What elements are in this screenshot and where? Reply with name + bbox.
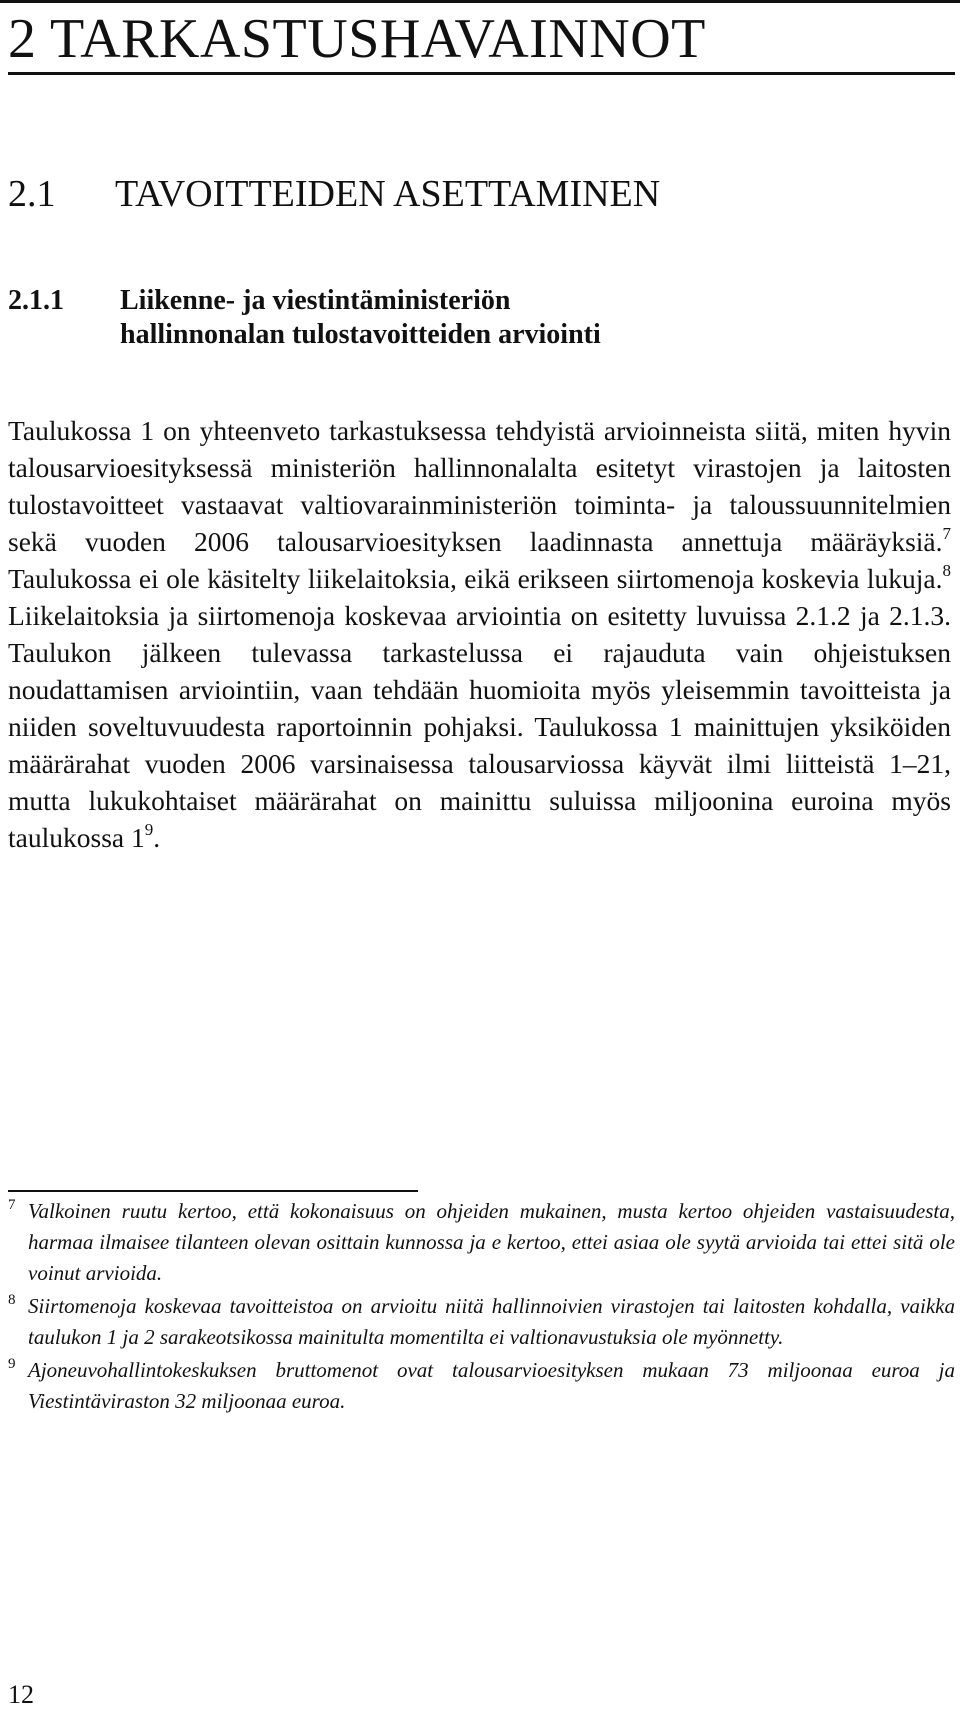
footnote-ref-7[interactable]: 7 (942, 524, 951, 543)
chapter-number: 2 (8, 8, 37, 70)
page-number: 12 (8, 1680, 34, 1709)
footnote-ref-9[interactable]: 9 (144, 820, 154, 839)
section-heading (8, 172, 660, 216)
section-title: TAVOITTEIDEN ASETTAMINEN (115, 173, 661, 215)
subsection-heading (8, 284, 601, 352)
subsection-number: 2.1.1 (8, 285, 64, 316)
footnotes (8, 1196, 955, 1419)
section-number: 2.1 (8, 173, 56, 215)
body-text-part2: Taulukossa ei ole käsitelty liikelaitoksia, eikä erikseen siirtomenoja koskevia lukuja. (8, 563, 943, 594)
subsection-title-line1: Liikenne- ja viestintäministeriön (120, 285, 511, 316)
top-page-rule (0, 0, 960, 3)
subsection-title-line2: hallinnonalan tulostavoitteiden arviointi (120, 319, 601, 350)
footnote-number: 7 (8, 1197, 16, 1213)
footnote-separator (8, 1190, 418, 1192)
footnote-9 (8, 1355, 955, 1417)
footnote-text: Siirtomenoja koskevaa tavoitteistoa on arvioitu niitä hallinnoivien virastojen tai laitosten kohdalla, vaikka taulukon 1 ja 2 sarakeotsikossa mainitulta momentilta ei valtionavustuksia ole myönnetty. (28, 1294, 955, 1349)
body-text-part1: Taulukossa 1 on yhteenveto tarkastuksessa tehdyistä arvioinneista siitä, miten hyvin talousarvioesityksessä ministeriön hallinnonalalta esitetyt virastojen ja laitosten tulostavoitteet vastaavat valtiovarainministeriön toiminta- ja taloussuunnitelmien sekä vuoden 2006 talousarvioesityksen laadinnasta annettuja määräyksiä. (8, 415, 951, 557)
footnote-ref-8[interactable]: 8 (942, 561, 951, 580)
footnote-text: Ajoneuvohallintokeskuksen bruttomenot ovat talousarvioesityksen mukaan 73 miljoonaa euroa ja Viestintäviraston 32 miljoonaa euroa. (28, 1358, 955, 1413)
footnote-text: Valkoinen ruutu kertoo, että kokonaisuus on ohjeiden mukainen, musta kertoo ohjeiden vastaisuudesta, harmaa ilmaisee tilanteen olevan osittain kunnossa ja e kertoo, ettei asiaa ole syytä arvioida tai ettei sitä ole voinut arvioida. (28, 1199, 955, 1285)
footnote-number: 8 (8, 1292, 16, 1308)
body-text-part4: . (153, 822, 161, 853)
chapter-title: TARKASTUSHAVAINNOT (50, 8, 706, 70)
footnote-7 (8, 1196, 955, 1289)
chapter-heading-rule (8, 72, 955, 75)
footnote-8 (8, 1291, 955, 1353)
body-paragraph (8, 412, 951, 856)
chapter-heading (8, 6, 706, 72)
footnote-number: 9 (8, 1356, 16, 1372)
body-text-part3: Liikelaitoksia ja siirtomenoja koskevaa arviointia on esitetty luvuissa 2.1.2 ja 2.1.3. Taulukon jälkeen tulevassa tarkastelussa ei rajauduta vain ohjeistuksen noudattamisen arviointiin, vaan tehdään huomioita myös yleisemmin tavoitteista ja niiden soveltuvuudesta raportoinnin pohjaksi. Taulukossa 1 mainittujen yksiköiden määrärahat vuoden 2006 varsinaisessa talousarviossa käyvät ilmi liitteistä 1–21, mutta lukukohtaiset määrärahat on mainittu suluissa miljoonina euroina myös taulukossa 1 (8, 600, 951, 853)
